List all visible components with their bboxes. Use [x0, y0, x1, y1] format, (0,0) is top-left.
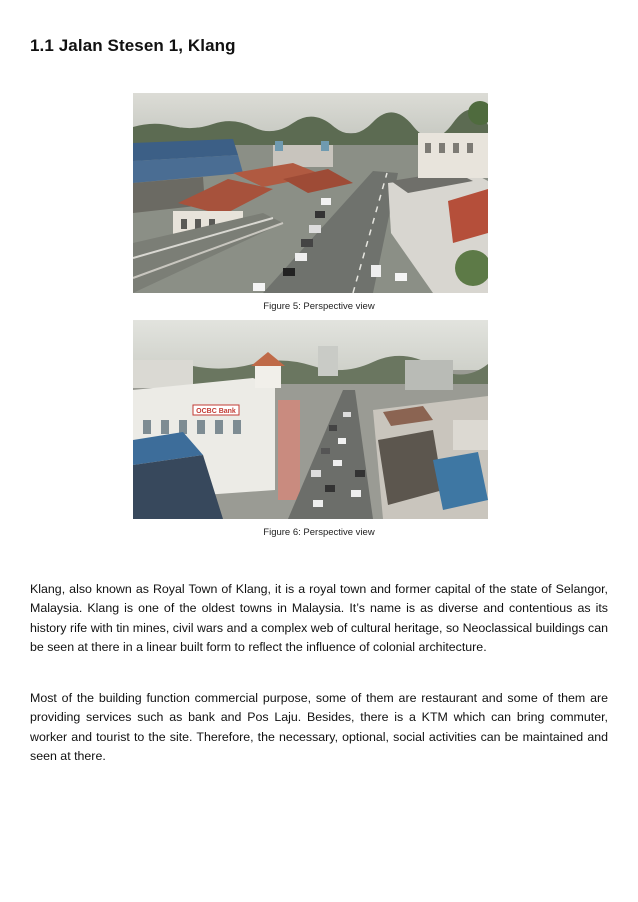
section-heading: 1.1 Jalan Stesen 1, Klang [30, 36, 236, 55]
paragraph-2: Most of the building function commercial purpose, some of them are restaurant and some of them are providing services such as bank and Pos Laju. Besides, there is a KTM which can bring commuter, worker and tourist to the site. Therefore, the necessary, optional, social activities can be maintained and seen at there. [30, 691, 608, 764]
figure-6 [133, 320, 488, 519]
figure-5-caption: Figure 5: Perspective view [263, 301, 375, 312]
bank-sign-text: OCBC Bank [196, 408, 236, 415]
aerial-photo-street-view [133, 93, 488, 293]
figure-6-caption: Figure 6: Perspective view [263, 527, 375, 538]
figure-5 [133, 93, 488, 293]
paragraph-1: Klang, also known as Royal Town of Klang, it is a royal town and former capital of the state of Selangor, Malaysia. Klang is one of the oldest towns in Malaysia. It’s name is as diverse and contentious as its history rife with tin mines, civil wars and a complex web of cultural heritage, so Neoclassical buildings can be seen at there in a linear built form to reflect the influence of colonial architecture. [30, 582, 608, 655]
aerial-photo-town-view [133, 320, 488, 519]
